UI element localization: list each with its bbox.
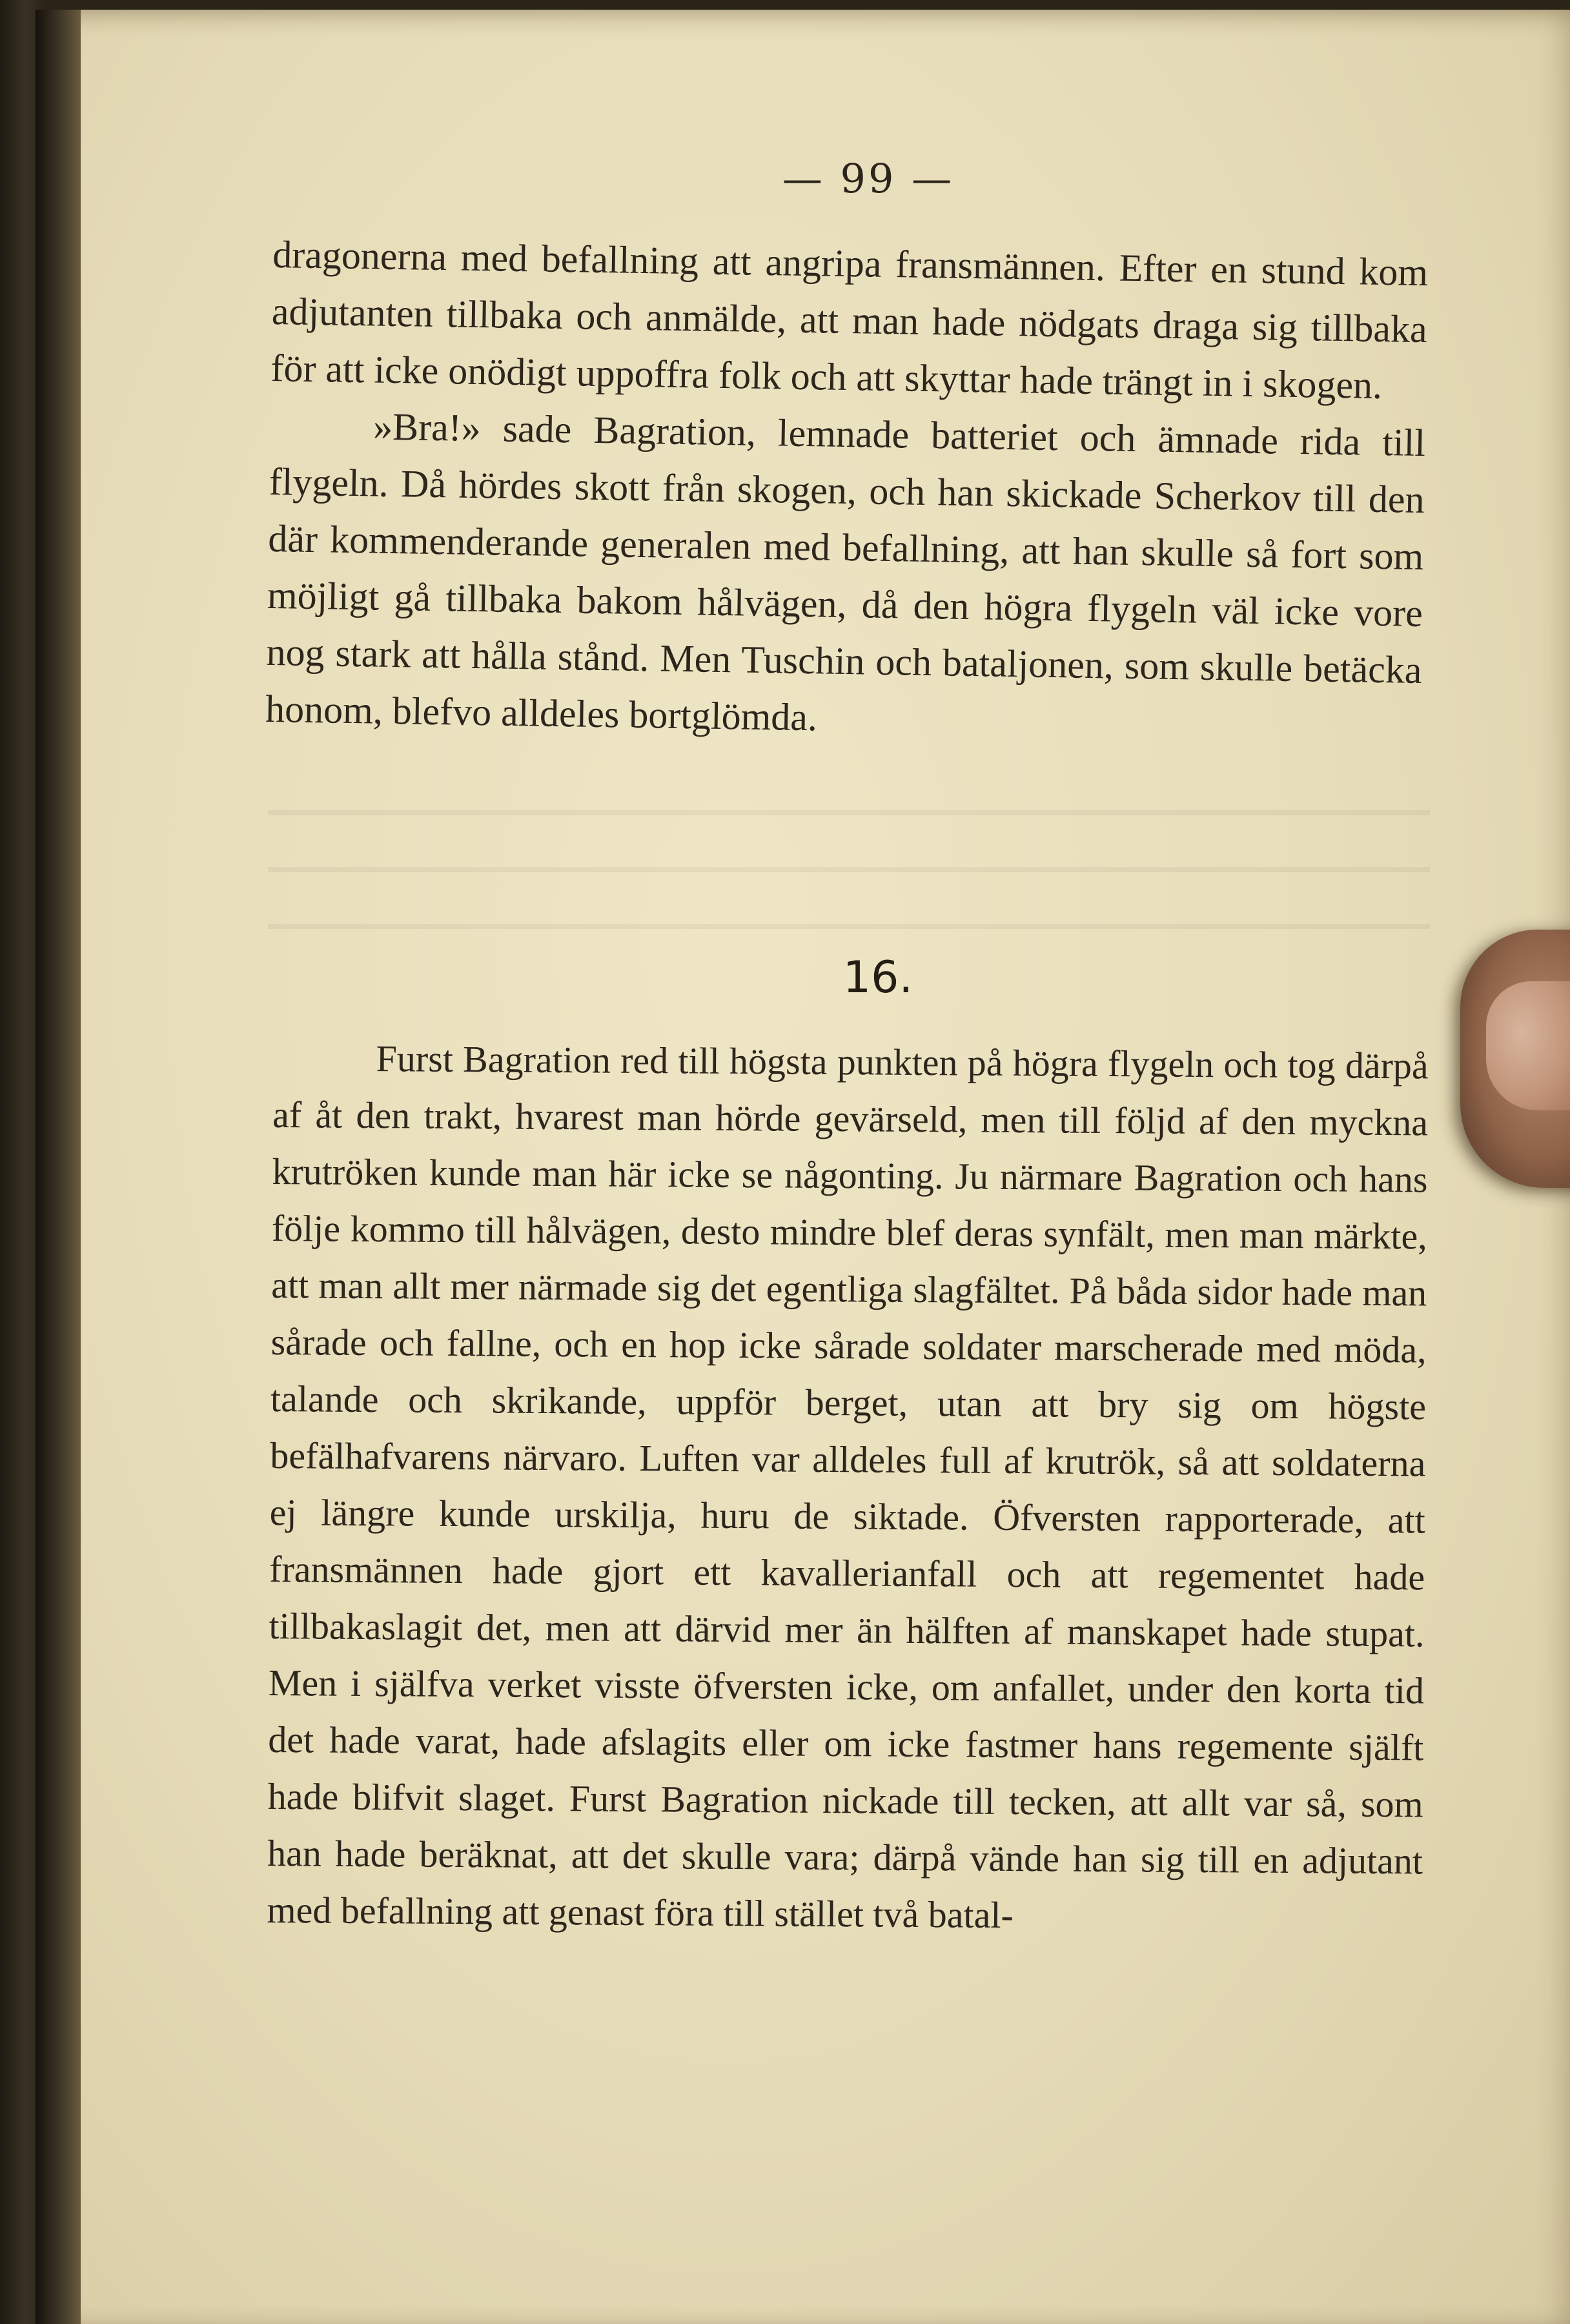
paragraph-continuation: dragonerna med befallning att angripa fransmännen. Efter en stund kom adjutanten tillbaka och anmälde, att man hade nödgats draga sig tillbaka för att icke onödigt uppoffra folk och att skyttar hade trängt in i skogen. bbox=[270, 232, 1429, 407]
thumb-nail bbox=[1486, 981, 1570, 1110]
paragraph-bra: »Bra!» sade Bagration, lemnade batteriet och ämnade rida till flygeln. Då hördes skott från skogen, och han skickade Scherkov till den där kommenderande generalen med befallning, att han skulle så fort som möjligt gå tillbaka bakom hålvägen, då den högra flygeln väl icke vore nog stark att hålla stånd. Men Tuschin och bataljonen, som skulle betäcka honom, blefvo alldeles bortglömda. bbox=[265, 405, 1426, 739]
book-page bbox=[36, 10, 1570, 2324]
book-binding bbox=[36, 10, 81, 2324]
thumb-holding-page bbox=[1460, 930, 1570, 1188]
chapter-paragraph: Furst Bagration red till högsta punkten på högra flygeln och tog därpå af åt den trakt, hvarest man hörde gevärseld, men till följd af den myckna krutröken kunde man här icke se någonting. Ju närmare Bagration och hans följe kommo till hålvägen, desto mindre blef deras synfält, men man märkte, att man allt mer närmade sig det egentliga slagfältet. På båda sidor hade man sårade och fallne, och en hop icke sårade soldater marscherade med möda, talande och skrikande, uppför berget, utan att bry sig om högste befälhafvarens närvaro. Luften var alldeles full af krutrök, så att soldaterna ej längre kunde urskilja, huru de siktade. Öfversten rapporterade, att fransmännen hade gjort ett kavallerianfall och att regementet hade tillbakaslagit det, men att därvid mer än hälften af manskapet hade stupat. Men i själfva verket visste öfversten icke, om anfallet, under den korta tid det hade varat, hade afslagits eller om icke fastmer hans regemente själft hade blifvit slaget. Furst Bagration nickade till tecken, att allt var så, som han hade beräknat, att det skulle vara; därpå vände han sig till en adjutant med befallning att genast föra till stället två batal- bbox=[267, 1037, 1429, 1937]
top-text-block bbox=[265, 226, 1429, 755]
chapter-text-block bbox=[267, 1030, 1429, 1946]
page-number: — 99 — bbox=[782, 155, 955, 202]
chapter-number: 16. bbox=[842, 952, 913, 1003]
